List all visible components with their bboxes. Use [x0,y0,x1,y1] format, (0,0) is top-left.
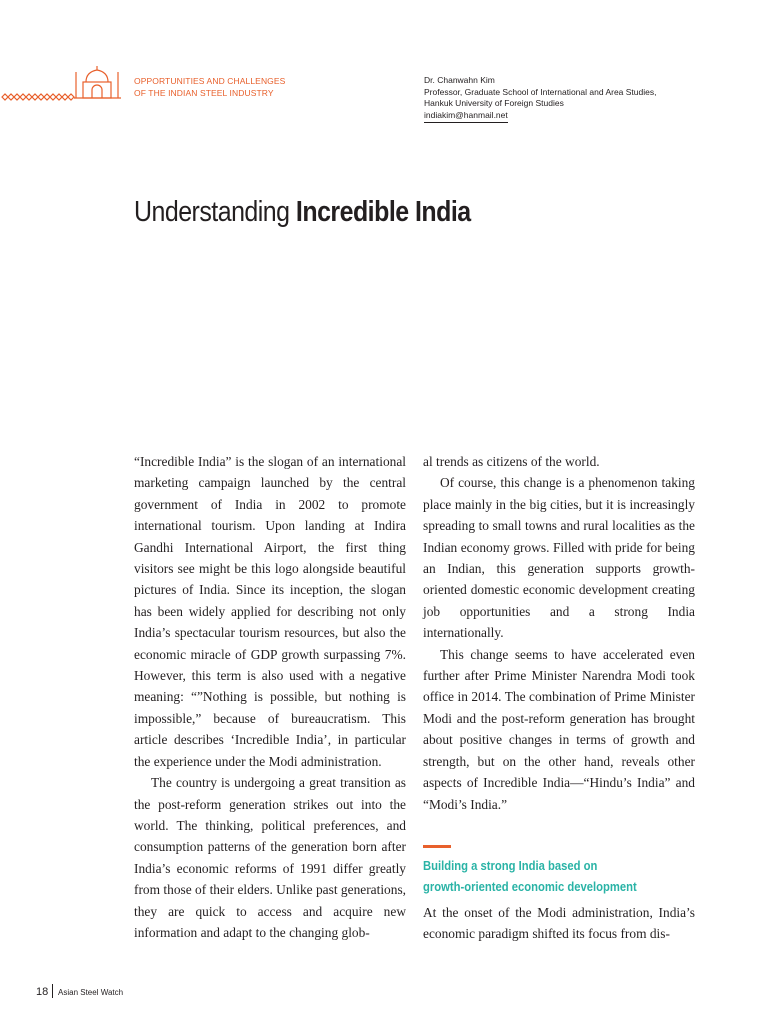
subhead-rule [423,845,451,848]
author-block [424,75,656,123]
author-affiliation-1: Professor, Graduate School of International and Area Studies, [424,86,657,97]
subheading [423,856,637,898]
author-name: Dr. Chanwahn Kim [424,75,495,85]
article-title [134,196,471,229]
taj-mahal-icon [0,64,124,104]
section-title [134,75,285,99]
paragraph: al trends as citizens of the world. [423,454,600,469]
title-bold: Incredible India [295,196,471,228]
author-email-link[interactable]: indiakim@hanmail.net [424,110,508,124]
section-title-line1: OPPORTUNITIES AND CHALLENGES [134,76,286,86]
title-light: Understanding [134,196,296,228]
subheading-line2: growth-oriented economic development [423,880,637,894]
paragraph: The country is undergoing a great transition as the post-reform generation strikes out into the world. The thinking, political preferences, and consumption patterns of the generation born after India’s economic reforms of 1991 differ greatly from those of their elders. Unlike past generations, they are quick to access and acquire new information and adapt to the changing glob- [134,775,406,940]
publication-name: Asian Steel Watch [58,988,124,997]
right-column-continued [423,902,695,945]
paragraph: At the onset of the Modi administration, India’s economic paradigm shifted its focus from dis- [423,905,695,942]
paragraph: This change seems to have accelerated even further after Prime Minister Narendra Modi took office in 2014. The combination of Prime Minister Modi and the post-reform generation has brought about positive changes in terms of growth and strength, but on the other hand, reveals other aspects of Incredible India—“Hindu’s India” and “Modi’s India.” [423,646,695,812]
subheading-line1: Building a strong India based on [423,859,598,873]
section-title-line2: OF THE INDIAN STEEL INDUSTRY [134,88,274,98]
left-column [134,451,406,943]
page-number: 18 [36,986,49,998]
paragraph: Of course, this change is a phenomenon taking place mainly in the big cities, but it is increasingly spreading to small towns and rural localities as the Indian economy grows. Filled with pride for being an Indian, this generation supports growth-oriented domestic economic development creating job opportunities and a strong India internationally. [423,475,695,641]
author-affiliation-2: Hankuk University of Foreign Studies [424,98,564,108]
footer-divider [52,984,53,998]
right-column [423,451,695,815]
paragraph: “Incredible India” is the slogan of an international marketing campaign launched by the central government of India in 2002 to promote international tourism. Upon landing at Indira Gandhi International Airport, the first thing visitors see might be this logo alongside beautiful pictures of India. Since its inception, the slogan has been widely applied for describing not only India’s spectacular tourism resources, but also the economic miracle of GDP growth surpassing 7%. However, this term is also used with a negative meaning: “”Nothing is possible, but nothing is impossible,” because of bureaucratism. This article describes ‘Incredible India’, in particular the experience under the Modi administration. [134,454,406,769]
